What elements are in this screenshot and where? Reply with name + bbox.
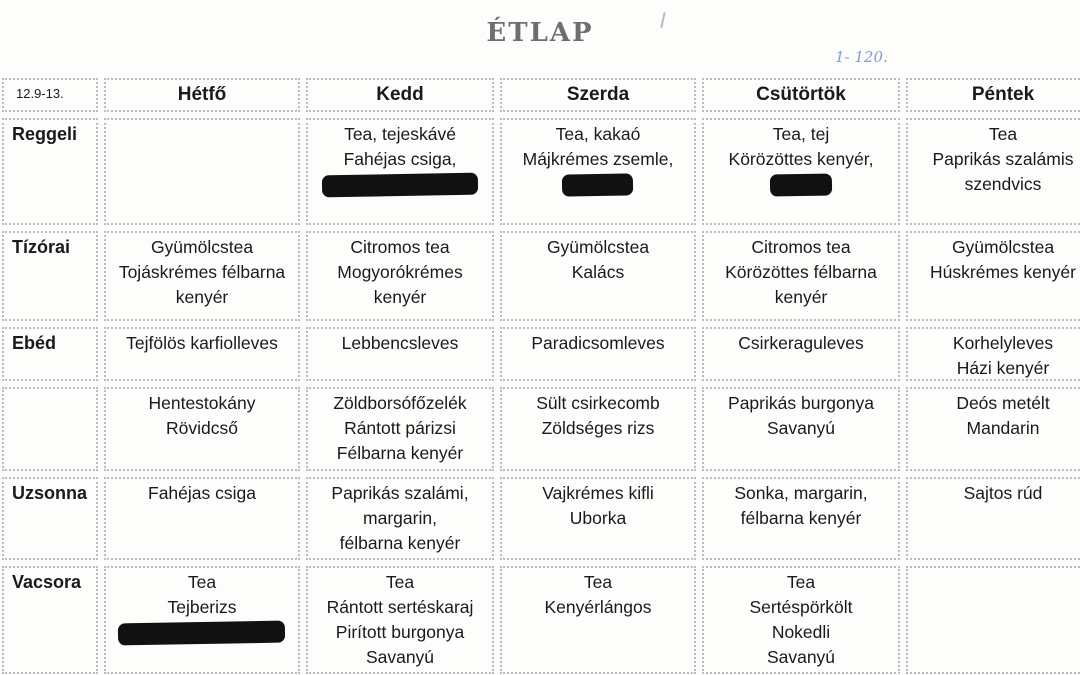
menu-cell-friday — [906, 231, 1080, 321]
menu-item: Gyümölcstea — [150, 237, 254, 257]
menu-item: Sajtos rúd — [963, 483, 1043, 503]
menu-item: Korhelyleves — [952, 333, 1054, 353]
menu-item: Paradicsomleves — [531, 333, 665, 353]
menu-item: Tea — [187, 572, 217, 592]
meal-label: Uzsonna — [2, 477, 98, 560]
menu-item: Vajkrémes kifli — [542, 483, 654, 503]
menu-item: Mogyorókrémes — [337, 262, 463, 282]
menu-cell-friday — [906, 118, 1080, 225]
menu-cell-thursday — [702, 566, 900, 674]
menu-item: Deós metélt — [956, 393, 1050, 413]
menu-item: Tejberizs — [167, 597, 237, 617]
menu-item: kenyér — [373, 287, 427, 307]
menu-cell-friday — [906, 477, 1080, 560]
menu-cell-thursday — [702, 477, 900, 560]
menu-item: Tejfölös karfiolleves — [126, 333, 278, 353]
day-header-wednesday: Szerda — [500, 78, 696, 112]
menu-item: Paprikás burgonya — [728, 393, 874, 413]
menu-cell-wednesday — [500, 566, 696, 674]
menu-item: Hentestokány — [148, 393, 256, 413]
menu-cell-wednesday — [500, 327, 696, 381]
menu-item: margarin, — [363, 508, 437, 528]
menu-item: Tea, tej — [772, 124, 830, 144]
menu-item: Tea — [988, 124, 1018, 144]
menu-item: Májkrémes zsemle, — [522, 149, 674, 169]
menu-cell-friday — [906, 327, 1080, 381]
menu-item: Zöldséges rizs — [541, 418, 655, 438]
menu-cell-thursday — [702, 387, 900, 471]
day-header-tuesday: Kedd — [306, 78, 494, 112]
menu-item: Fahéjas csiga, — [343, 149, 457, 169]
menu-item: Tojáskrémes félbarna — [118, 262, 286, 282]
menu-cell-monday — [104, 387, 300, 471]
menu-item: szendvics — [964, 174, 1042, 194]
menu-cell-wednesday — [500, 387, 696, 471]
menu-item: Sonka, margarin, — [734, 483, 868, 503]
menu-cell-thursday — [702, 118, 900, 225]
menu-cell-tuesday — [306, 327, 494, 381]
menu-item: Zöldborsófőzelék — [333, 393, 467, 413]
menu-item: Paprikás szalámi, — [331, 483, 469, 503]
menu-cell-monday — [104, 118, 300, 225]
menu-item: Sült csirkecomb — [536, 393, 660, 413]
menu-item: Mandarin — [966, 418, 1040, 438]
menu-cell-thursday — [702, 231, 900, 321]
handwritten-note: 1- 120. — [835, 48, 888, 66]
menu-item: Tea, tejeskávé — [344, 124, 456, 144]
menu-item: Rántott sertéskaraj — [326, 597, 474, 617]
menu-item: Házi kenyér — [956, 358, 1050, 378]
menu-item: Tea — [583, 572, 613, 592]
menu-item: Rántott párizsi — [344, 418, 456, 438]
menu-table — [2, 78, 1078, 674]
menu-item: Rövidcső — [166, 418, 238, 438]
meal-label: Vacsora — [2, 566, 98, 674]
menu-item: Nokedli — [771, 622, 831, 642]
menu-cell-tuesday — [306, 118, 494, 225]
menu-item: Lebbencsleves — [341, 333, 459, 353]
menu-item: Kenyérlángos — [544, 597, 652, 617]
menu-cell-thursday — [702, 327, 900, 381]
page-title: ÉTLAP — [486, 18, 594, 48]
menu-cell-monday — [104, 566, 300, 674]
date-range: 12.9-13. — [2, 78, 98, 112]
menu-cell-tuesday — [306, 477, 494, 560]
menu-item: Tea — [385, 572, 415, 592]
menu-item: Körözöttes félbarna — [725, 262, 877, 282]
menu-item: félbarna kenyér — [339, 533, 461, 553]
menu-item: Kalács — [571, 262, 625, 282]
menu-item: Gyümölcstea — [951, 237, 1055, 257]
menu-item: Gyümölcstea — [546, 237, 650, 257]
menu-item: Húskrémes kenyér — [930, 262, 1076, 282]
meal-label: Reggeli — [2, 118, 98, 225]
menu-item: Paprikás szalámis — [932, 149, 1074, 169]
menu-cell-monday — [104, 231, 300, 321]
menu-cell-wednesday — [500, 231, 696, 321]
menu-item: Savanyú — [365, 647, 435, 667]
menu-item: Fahéjas csiga — [148, 483, 256, 503]
menu-cell-monday — [104, 477, 300, 560]
day-header-friday: Péntek — [906, 78, 1080, 112]
menu-cell-wednesday — [500, 477, 696, 560]
menu-item: Tea, kakaó — [555, 124, 641, 144]
menu-item: Tea — [786, 572, 816, 592]
menu-item: Sertéspörkölt — [749, 597, 853, 617]
menu-item: Savanyú — [766, 647, 836, 667]
meal-label — [2, 387, 98, 471]
menu-cell-friday — [906, 387, 1080, 471]
menu-item: Citromos tea — [350, 237, 450, 257]
menu-item: Félbarna kenyér — [336, 443, 464, 463]
menu-cell-wednesday — [500, 118, 696, 225]
menu-item: Körözöttes kenyér, — [728, 149, 874, 169]
menu-cell-tuesday — [306, 387, 494, 471]
menu-item: Csirkeraguleves — [738, 333, 864, 353]
menu-item: Citromos tea — [751, 237, 851, 257]
redaction-mark — [770, 173, 832, 196]
redaction-mark — [322, 173, 479, 198]
menu-item: kenyér — [175, 287, 229, 307]
day-header-monday: Hétfő — [104, 78, 300, 112]
menu-cell-tuesday — [306, 231, 494, 321]
redaction-mark — [562, 173, 633, 196]
menu-item: félbarna kenyér — [740, 508, 862, 528]
menu-item: kenyér — [774, 287, 828, 307]
menu-cell-monday — [104, 327, 300, 381]
menu-item: Pirított burgonya — [335, 622, 465, 642]
day-header-thursday: Csütörtök — [702, 78, 900, 112]
meal-label: Tízórai — [2, 231, 98, 321]
menu-item: Savanyú — [766, 418, 836, 438]
menu-item: Uborka — [569, 508, 627, 528]
meal-label: Ebéd — [2, 327, 98, 381]
menu-cell-friday — [906, 566, 1080, 674]
menu-cell-tuesday — [306, 566, 494, 674]
redaction-mark — [118, 621, 285, 646]
